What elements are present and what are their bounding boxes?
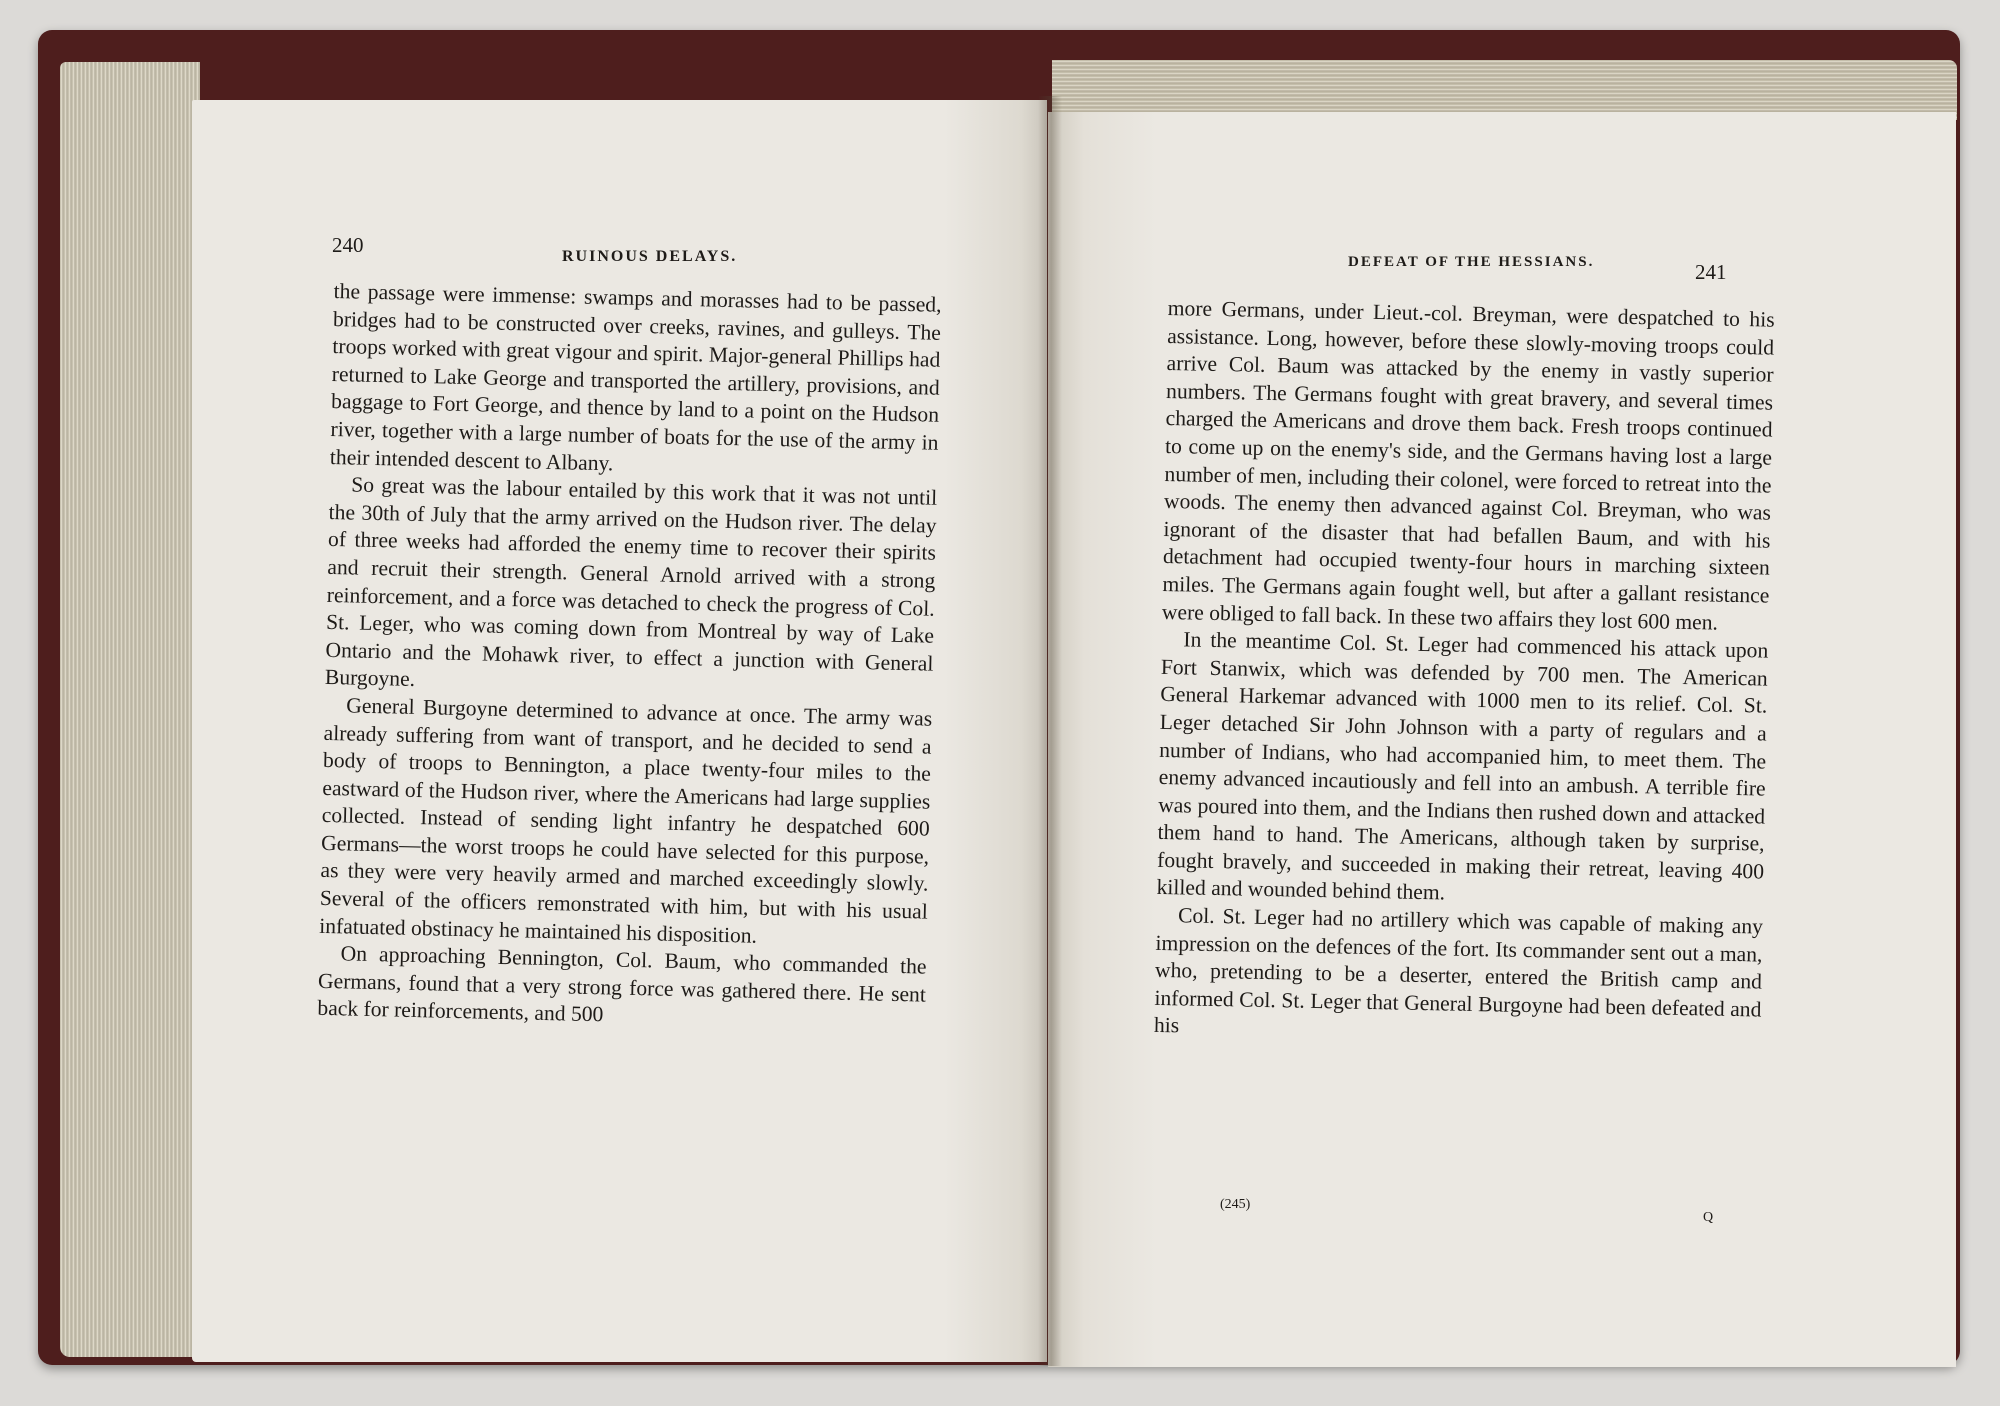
page-edges-top — [1052, 60, 1957, 120]
left-paragraph-1: the passage were immense: swamps and morasses had to be passed, bridges had to be constructed over creeks, ravines, and gulleys. The troops worked with great vigour and spirit. Major-general Phillips had returned to Lake George and transported the artillery, provisions, and baggage to Fort George, and thence by land to a point on the Hudson river, together with a large number of boats for the use of the army in their intended descent to Albany. — [329, 278, 942, 475]
left-paragraph-3: General Burgoyne determined to advance at once. The army was already suffering from want of transport, and he decided to send a body of troops to Bennington, a place twenty-four miles to the eastward of the Hudson river, where the Americans had large supplies collected. Instead of sending light infantry he despatched 600 Germans—the worst troops he could have selected for this purpose, as they were very heavily armed and marched exceedingly slowly. Several of the officers remonstrated with him, but with his usual infatuated obstinacy he maintained his disposition. — [319, 693, 933, 948]
left-running-head: RUINOUS DELAYS. — [562, 248, 738, 265]
left-paragraph-2: So great was the labour entailed by this work that it was not until the 30th of July that the army arrived on the Hudson river. The delay of three weeks had afforded the enemy time to recover their spirits and recruit their strength. General Arnold arrived with a strong reinforcement, and a force was detached to check the progress of Col. St. Leger, who was coming down from Montreal by way of Lake Ontario and the Mohawk river, to effect a junction with General Burgoyne. — [324, 472, 938, 692]
left-page — [192, 100, 1047, 1362]
right-page-text — [1154, 295, 1775, 1052]
right-running-head: DEFEAT OF THE HESSIANS. — [1348, 254, 1595, 270]
left-paragraph-4: On approaching Bennington, Col. Baum, who commanded the Germans, found that a very strong force was gathered there. He sent back for reinforcements, and 500 — [317, 941, 927, 1027]
page-edges-left — [60, 62, 200, 1357]
gathering-letter: Q — [1703, 1210, 1714, 1225]
right-paragraph-3: Col. St. Leger had no artillery which was capable of making any impression on the defences of the fort. Its commander sent out a man, who, pretending to be a deserter, entered the British camp and informed Col. St. Leger that General Burgoyne had been defeated and his — [1153, 903, 1764, 1038]
book-gutter — [1038, 96, 1062, 1366]
left-page-number: 240 — [332, 233, 364, 257]
signature-mark: (245) — [1220, 1197, 1251, 1212]
right-paragraph-2: In the meantime Col. St. Leger had commenced his attack upon Fort Stanwix, which was defended by 700 men. The American General Harkemar advanced with 1000 men to its relief. Col. St. Leger detached Sir John Johnson with a party of regulars and a number of Indians, who had accompanied him, to meet them. The enemy advanced incautiously and fell into an ambush. A terrible fire was poured into them, and the Indians then rushed down and attacked them hand to hand. The Americans, although taken by surprise, fought bravely, and succeeded in making their retreat, leaving 400 killed and wounded behind them. — [1156, 627, 1769, 905]
left-page-text — [317, 278, 942, 1037]
right-page-number: 241 — [1695, 260, 1727, 284]
right-page — [1048, 112, 1956, 1367]
right-paragraph-1: more Germans, under Lieut.-col. Breyman, were despatched to his assistance. Long, however, before these slowly-moving troops could arrive Col. Baum was attacked by the enemy in vastly superior numbers. The Germans fought with great bravery, and several times charged the Americans and drove them back. Fresh troops continued to come up on the enemy's side, and the Germans having lost a large number of men, including their colonel, were forced to retreat into the woods. The enemy then advanced against Col. Breyman, who was ignorant of the disaster that had befallen Baum, and with his detachment had occupied twenty-four hours in marching sixteen miles. The Germans again fought well, but after a gallant resistance were obliged to fall back. In these two affairs they lost 600 men. — [1161, 295, 1775, 635]
